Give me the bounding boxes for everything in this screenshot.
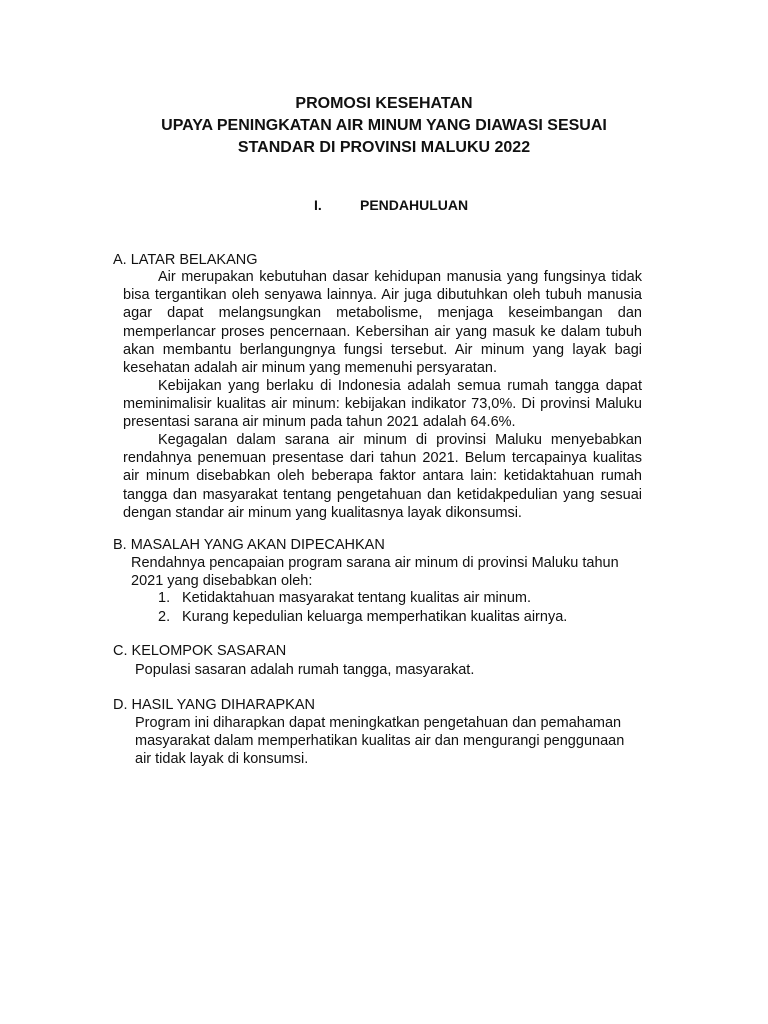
- section-a-paragraph-3: [123, 431, 642, 522]
- section-d-line-3: air tidak layak di konsumsi.: [135, 751, 309, 768]
- section-d-line-1: Program ini diharapkan dapat meningkatkan pengetahuan dan pemahaman: [135, 715, 622, 731]
- section-d-text: [135, 714, 675, 769]
- section-b-intro: [131, 554, 651, 590]
- section-a-paragraph-2: [123, 377, 642, 432]
- list-item-text: Ketidaktahuan masyarakat tentang kualitas air minum.: [182, 590, 531, 606]
- chapter-title: PENDAHULUAN: [360, 197, 469, 213]
- section-a-paragraph-1: [123, 268, 642, 377]
- title-line-3: STANDAR DI PROVINSI MALUKU 2022: [237, 139, 531, 156]
- document-title: [0, 93, 768, 159]
- chapter-number: I.: [314, 197, 322, 213]
- list-marker: 1.: [158, 590, 171, 606]
- section-b-intro-line-2: 2021 yang disebabkan oleh:: [131, 573, 313, 590]
- section-c-heading: C. KELOMPOK SASARAN: [113, 643, 287, 659]
- section-b-list: [158, 589, 658, 627]
- section-d-heading: D. HASIL YANG DIHARAPKAN: [113, 697, 315, 713]
- section-c-text: Populasi sasaran adalah rumah tangga, masyarakat.: [135, 662, 475, 678]
- list-marker: 2.: [158, 609, 171, 625]
- section-d-line-2: masyarakat dalam memperhatikan kualitas air dan mengurangi penggunaan: [135, 733, 625, 750]
- section-b-heading: B. MASALAH YANG AKAN DIPECAHKAN: [113, 537, 385, 553]
- paragraph-text: Air merupakan kebutuhan dasar kehidupan manusia yang fungsinya tidak bisa tergantikan oleh senyawa lainnya. Air juga dibutuhkan oleh tubuh manusia agar dapat melangsungkan metabolisme, menjaga keseimbangan dan memperlancar proses pencernaan. Kebersihan air yang masuk ke dalam tubuh akan membantu berlangungnya fungsi tersebut. Air minum yang layak bagi kesehatan adalah air minum yang memenuhi persyaratan.: [123, 269, 642, 377]
- list-item-text: Kurang kepedulian keluarga memperhatikan kualitas airnya.: [182, 609, 568, 625]
- list-item: [158, 589, 658, 608]
- paragraph-text: Kebijakan yang berlaku di Indonesia adalah semua rumah tangga dapat meminimalisir kualitas air minum: kebijakan indikator 73,0%. Di provinsi Maluku presentasi sarana air minum pada tahun 2021 adalah 64.6%.: [123, 378, 642, 431]
- section-a-heading: A. LATAR BELAKANG: [113, 252, 258, 268]
- title-line-2: UPAYA PENINGKATAN AIR MINUM YANG DIAWASI SESUAI: [161, 117, 607, 134]
- title-line-1: PROMOSI KESEHATAN: [295, 95, 473, 112]
- list-item: [158, 608, 658, 627]
- section-b-intro-line-1: Rendahnya pencapaian program sarana air minum di provinsi Maluku tahun: [131, 555, 619, 571]
- paragraph-text: Kegagalan dalam sarana air minum di provinsi Maluku menyebabkan rendahnya penemuan presentase dari tahun 2021. Belum tercapainya kualitas air minum disebabkan oleh beberapa faktor antara lain: ketidaktahuan rumah tangga dan masyarakat tentang pengetahuan dan ketidakpedulian yang sesuai dengan standar air minum yang kualitasnya layak dikonsumsi.: [123, 432, 642, 521]
